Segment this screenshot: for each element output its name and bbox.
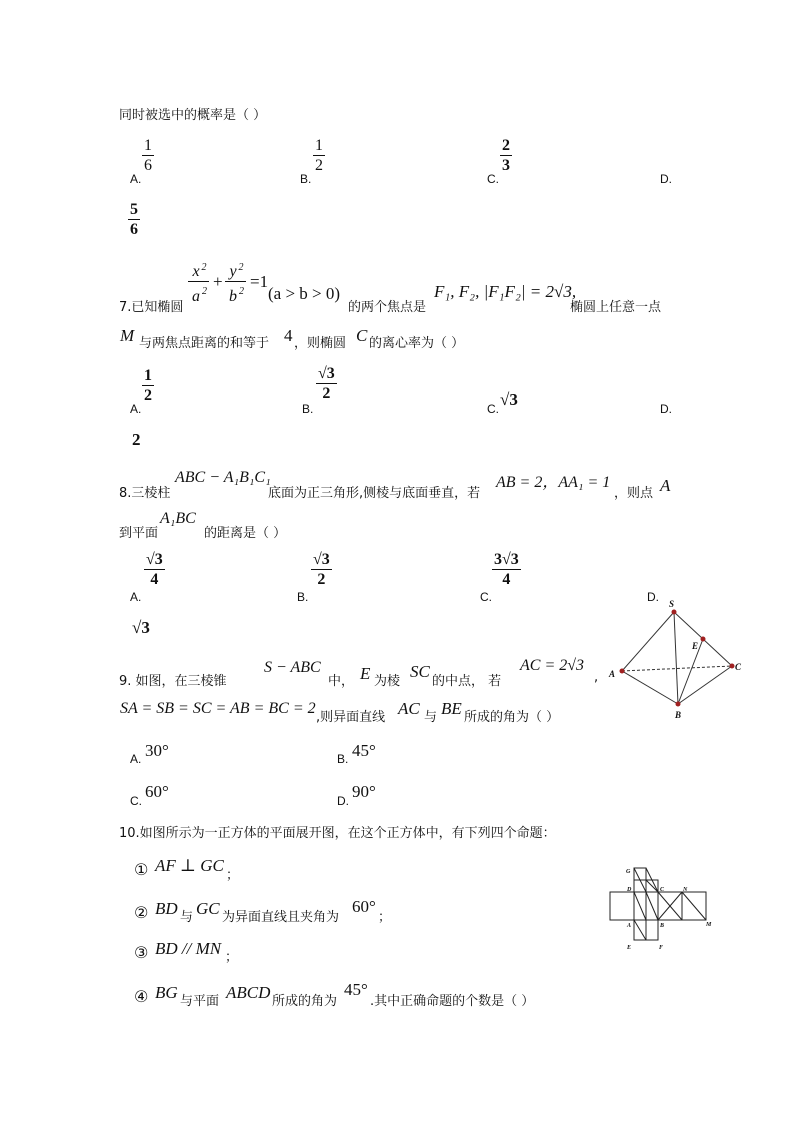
q10-prop1: AF ⊥ GC	[155, 856, 224, 875]
q7-option-a-fraction	[142, 366, 154, 405]
q8-option-d-value: √3	[132, 618, 150, 637]
net-label-g: G	[626, 869, 631, 875]
q10-prop3: BD // MN	[155, 939, 222, 958]
q8-line2-b: 的距离是（ ）	[204, 526, 287, 541]
q8-line2-a: 到平面	[119, 526, 159, 541]
denominator: 2	[315, 157, 323, 174]
q7-option-b-label: B.	[302, 402, 314, 416]
q10-prop4-bg: BG	[155, 983, 178, 1002]
q6-option-c-label: C.	[487, 172, 499, 186]
q8-option-a-label: A.	[130, 590, 142, 604]
y-var: y	[229, 263, 237, 281]
q9-stem-mid2: 为棱	[374, 674, 401, 689]
net-label-f: F	[659, 945, 664, 951]
fig-label-e: E	[692, 641, 699, 651]
q9-option-a-label: A.	[130, 752, 142, 766]
denominator: 2	[317, 571, 326, 588]
q7-option-b-fraction	[316, 364, 337, 403]
q7-point-m: M	[120, 326, 135, 345]
q6-option-d-label: D.	[660, 172, 672, 186]
numerator: 1	[144, 367, 152, 384]
denominator: 2	[322, 385, 331, 402]
q7-stem-mid: 的两个焦点是	[348, 300, 427, 315]
q9-option-a-value: 30°	[145, 741, 169, 760]
q9-stem-start: 9. 如图，在三棱锥	[119, 674, 227, 689]
denominator: 4	[502, 571, 511, 588]
q9-line-ac: AC	[398, 699, 420, 718]
x-var: x	[192, 263, 200, 281]
q8-option-c-fraction	[492, 550, 521, 589]
q8-option-b-fraction	[311, 550, 332, 589]
numerator: 1	[315, 137, 323, 154]
q7-foci: F₁, F₂, |F₁F₂| = 2√3,	[434, 282, 577, 301]
net-label-c: C	[660, 887, 665, 893]
q8-option-c-label: C.	[480, 590, 492, 604]
b-var: b	[229, 287, 237, 305]
q10-prop2-yu: 与	[180, 910, 194, 925]
q8-stem-mid: 底面为正三角形,侧棱与底面垂直，若	[268, 486, 481, 501]
q9-pyramid-figure	[600, 595, 760, 725]
q10-prop2-gc: GC	[196, 899, 220, 918]
q9-edge-sc: SC	[410, 662, 430, 681]
q7-ellipse-c: C	[356, 326, 368, 345]
q10-prop1-end: ；	[226, 868, 240, 883]
q10-prop3-end: ；	[225, 950, 239, 965]
q10-prop3-marker: ③	[134, 943, 149, 962]
q10-prop2-bd: BD	[155, 899, 178, 918]
q9-equal-edges: SA = SB = SC = AB = BC = 2	[120, 700, 316, 717]
q6-option-c-fraction	[500, 136, 512, 175]
denominator: 2	[144, 387, 152, 404]
net-label-e: E	[627, 945, 632, 951]
q7-option-c-label: C.	[487, 402, 499, 416]
fig-label-s: S	[669, 599, 675, 609]
numerator: 2	[502, 137, 510, 154]
q10-prop2-angle: 60°	[352, 897, 376, 916]
q7-option-c-value: √3	[500, 390, 518, 409]
q8-plane: A₁BC	[160, 510, 196, 527]
q9-comma: ,	[594, 670, 599, 685]
q7-option-d-label: D.	[660, 402, 672, 416]
q7-condition: (a > b > 0)	[268, 284, 341, 303]
q10-prop2-text: 为异面直线且夹角为	[222, 910, 340, 925]
q7-stem-end: 椭圆上任意一点	[570, 300, 662, 315]
q9-option-b-label: B.	[337, 752, 349, 766]
q10-cube-net-figure	[600, 860, 720, 960]
q7-option-a-label: A.	[130, 402, 142, 416]
numerator: √3	[313, 551, 330, 568]
denominator: 3	[502, 157, 510, 174]
net-label-m: M	[706, 922, 712, 928]
q9-option-d-label: D.	[337, 794, 349, 808]
q9-option-d-value: 90°	[352, 782, 376, 801]
q9-option-b-value: 45°	[352, 741, 376, 760]
denominator: 6	[144, 157, 152, 174]
q9-stem-mid: 中，	[328, 674, 355, 689]
q10-prop4-plane: ABCD	[226, 983, 271, 1002]
q7-line2-b: ，则椭圆	[294, 336, 347, 351]
fig-label-b: B	[675, 710, 682, 720]
q8-option-a-fraction	[144, 550, 165, 589]
q10-prop4-text2: 所成的角为	[272, 994, 338, 1009]
fig-label-c: C	[735, 662, 742, 672]
numerator: √3	[318, 365, 335, 382]
denominator: 4	[150, 571, 159, 588]
q7-line2-a: 与两焦点距离的和等于	[139, 336, 270, 351]
q10-prop2-end: ；	[378, 910, 392, 925]
q8-stem-end: ，则点	[614, 486, 654, 501]
denominator: 6	[130, 221, 138, 238]
numerator: 3√3	[494, 551, 519, 568]
numerator: √3	[146, 551, 163, 568]
net-label-d: D	[627, 887, 632, 893]
q9-line-be: BE	[441, 699, 462, 718]
q8-condition: AB = 2，AA₁ = 1	[496, 474, 611, 491]
q7-stem-start: 7.已知椭圆	[119, 300, 184, 315]
q9-line2-b: ,则异面直线	[316, 710, 386, 725]
q9-yu: 与	[424, 710, 438, 725]
a-var: a	[192, 287, 200, 305]
q9-option-c-value: 60°	[145, 782, 169, 801]
q8-prism: ABC − A₁B₁C₁	[175, 469, 271, 486]
q9-stem-mid3: 的中点， 若	[432, 674, 502, 689]
q9-line2-c: 所成的角为（ ）	[464, 710, 560, 725]
numerator: 1	[144, 137, 152, 154]
q8-option-b-label: B.	[297, 590, 309, 604]
q6-option-b-label: B.	[300, 172, 312, 186]
q9-option-c-label: C.	[130, 794, 142, 808]
q8-option-d-label: D.	[647, 590, 659, 604]
q7-four: 4	[284, 326, 293, 345]
q6-option-a-fraction	[142, 136, 154, 175]
q10-prop2-marker: ②	[134, 903, 149, 922]
q10-prop4-angle: 45°	[344, 980, 368, 999]
q9-ac-condition: AC = 2√3	[520, 657, 585, 674]
q9-pyramid: S − ABC	[264, 659, 321, 676]
q7-line2-c: 的离心率为（ ）	[369, 336, 465, 351]
q7-ellipse-equation: x $^2$ a $^2$ + y $^2$ b $^2$ =1	[188, 258, 288, 308]
equals-one: =1	[250, 272, 269, 291]
q10-prop4-marker: ④	[134, 987, 149, 1006]
q10-stem: 10.如图所示为一正方体的平面展开图，在这个正方体中，有下列四个命题：	[119, 826, 556, 841]
q8-point-a: A	[660, 476, 671, 495]
q10-prop4-text: 与平面	[180, 994, 220, 1009]
q6-stem-tail: 同时被选中的概率是（ ）	[119, 108, 267, 123]
fig-label-a: A	[609, 669, 616, 679]
q7-option-d-value: 2	[132, 430, 141, 449]
net-label-b: B	[660, 923, 665, 929]
net-label-a: A	[627, 923, 632, 929]
q10-prop1-marker: ①	[134, 860, 149, 879]
q6-option-a-label: A.	[130, 172, 142, 186]
q6-option-b-fraction	[313, 136, 325, 175]
q6-option-d-fraction	[128, 200, 140, 239]
net-label-n: N	[683, 887, 688, 893]
q9-point-e: E	[360, 664, 371, 683]
q10-prop4-end: .其中正确命题的个数是（ ）	[370, 994, 535, 1009]
q8-stem-start: 8.三棱柱	[119, 486, 171, 501]
numerator: 5	[130, 201, 138, 218]
